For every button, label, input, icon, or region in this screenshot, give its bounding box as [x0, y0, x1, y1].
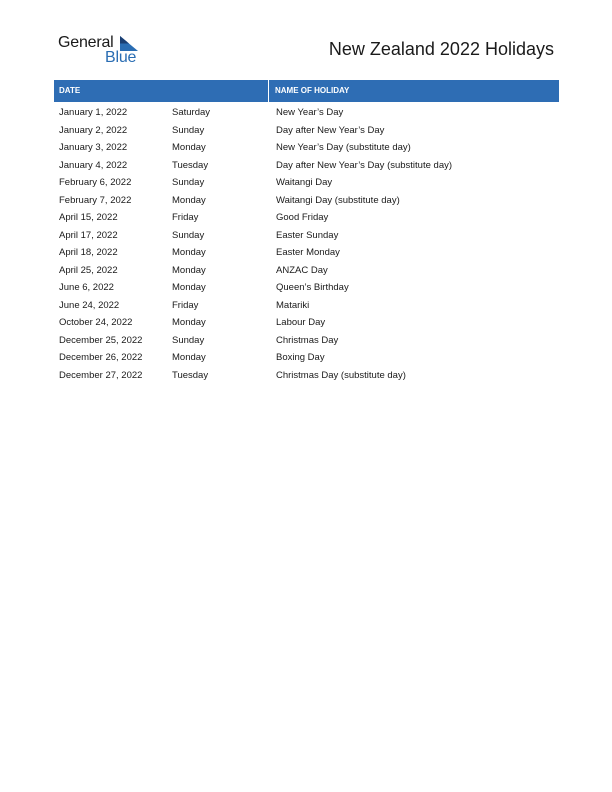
table-row	[54, 349, 559, 367]
holiday-name: Christmas Day (substitute day)	[276, 369, 406, 381]
holiday-weekday: Friday	[172, 299, 199, 311]
page-title: New Zealand 2022 Holidays	[328, 39, 554, 59]
holiday-weekday: Monday	[172, 247, 206, 258]
holiday-name: Christmas Day	[276, 334, 339, 346]
table-row	[54, 227, 559, 245]
holiday-date: April 15, 2022	[59, 212, 118, 223]
holiday-date: June 6, 2022	[59, 282, 114, 293]
holiday-name: Easter Monday	[276, 247, 340, 258]
table-row	[54, 244, 559, 262]
table-row	[54, 297, 559, 315]
holiday-name: Day after New Year’s Day (substitute day)	[276, 159, 453, 171]
holiday-date: April 25, 2022	[59, 264, 118, 276]
logo	[58, 34, 148, 68]
holiday-weekday: Monday	[172, 317, 206, 328]
holiday-date: April 18, 2022	[59, 247, 118, 258]
table-row	[54, 314, 559, 332]
holiday-date: February 7, 2022	[59, 194, 132, 206]
holiday-weekday: Sunday	[172, 124, 205, 136]
holiday-name: Boxing Day	[276, 352, 325, 363]
holiday-name: ANZAC Day	[276, 264, 328, 276]
table-body	[54, 102, 559, 384]
holiday-weekday: Monday	[172, 282, 206, 293]
holiday-name: New Year’s Day (substitute day)	[276, 142, 411, 153]
holiday-weekday: Monday	[172, 142, 206, 153]
table-header	[54, 80, 559, 102]
table-row	[54, 157, 559, 175]
holiday-weekday: Tuesday	[172, 159, 209, 171]
holiday-name: New Year’s Day	[276, 107, 344, 118]
table-row	[54, 279, 559, 297]
holiday-weekday: Monday	[172, 352, 206, 363]
holiday-name: Easter Sunday	[276, 229, 339, 241]
holiday-weekday: Monday	[172, 194, 206, 206]
holiday-weekday: Saturday	[172, 107, 211, 118]
holiday-date: December 25, 2022	[59, 334, 143, 346]
holiday-date: October 24, 2022	[59, 317, 133, 328]
holiday-date: February 6, 2022	[59, 177, 132, 188]
holiday-weekday: Monday	[172, 264, 206, 276]
table-row	[54, 367, 559, 385]
holiday-name: Matariki	[276, 299, 310, 311]
holiday-name: Queen’s Birthday	[276, 282, 349, 293]
logo-text-general: General	[58, 34, 114, 51]
holiday-date: January 4, 2022	[59, 159, 128, 171]
holiday-date: January 3, 2022	[59, 142, 128, 153]
table-row	[54, 262, 559, 280]
table-row	[54, 174, 559, 192]
table-row	[54, 209, 559, 227]
holiday-date: April 17, 2022	[59, 229, 118, 241]
holiday-table	[54, 80, 559, 384]
column-header-holiday-name: NAME OF HOLIDAY	[275, 86, 350, 95]
holiday-weekday: Friday	[172, 212, 199, 223]
table-row	[54, 139, 559, 157]
logo-text-blue: Blue	[105, 49, 137, 66]
holiday-name: Waitangi Day (substitute day)	[276, 194, 400, 206]
holiday-date: December 27, 2022	[59, 369, 143, 381]
holiday-name: Good Friday	[276, 212, 329, 223]
holiday-date: January 1, 2022	[59, 107, 128, 118]
holiday-weekday: Sunday	[172, 177, 205, 188]
holiday-name: Waitangi Day	[276, 177, 333, 188]
table-row	[54, 122, 559, 140]
holiday-name: Labour Day	[276, 317, 326, 328]
table-row	[54, 192, 559, 210]
holiday-name: Day after New Year’s Day	[276, 124, 385, 136]
holiday-date: January 2, 2022	[59, 124, 128, 136]
column-header-date: DATE	[54, 80, 269, 102]
table-row	[54, 332, 559, 350]
holiday-weekday: Sunday	[172, 229, 205, 241]
holiday-date: December 26, 2022	[59, 352, 143, 363]
table-row	[54, 104, 559, 122]
holiday-weekday: Tuesday	[172, 369, 209, 381]
holiday-date: June 24, 2022	[59, 299, 120, 311]
holiday-weekday: Sunday	[172, 334, 205, 346]
